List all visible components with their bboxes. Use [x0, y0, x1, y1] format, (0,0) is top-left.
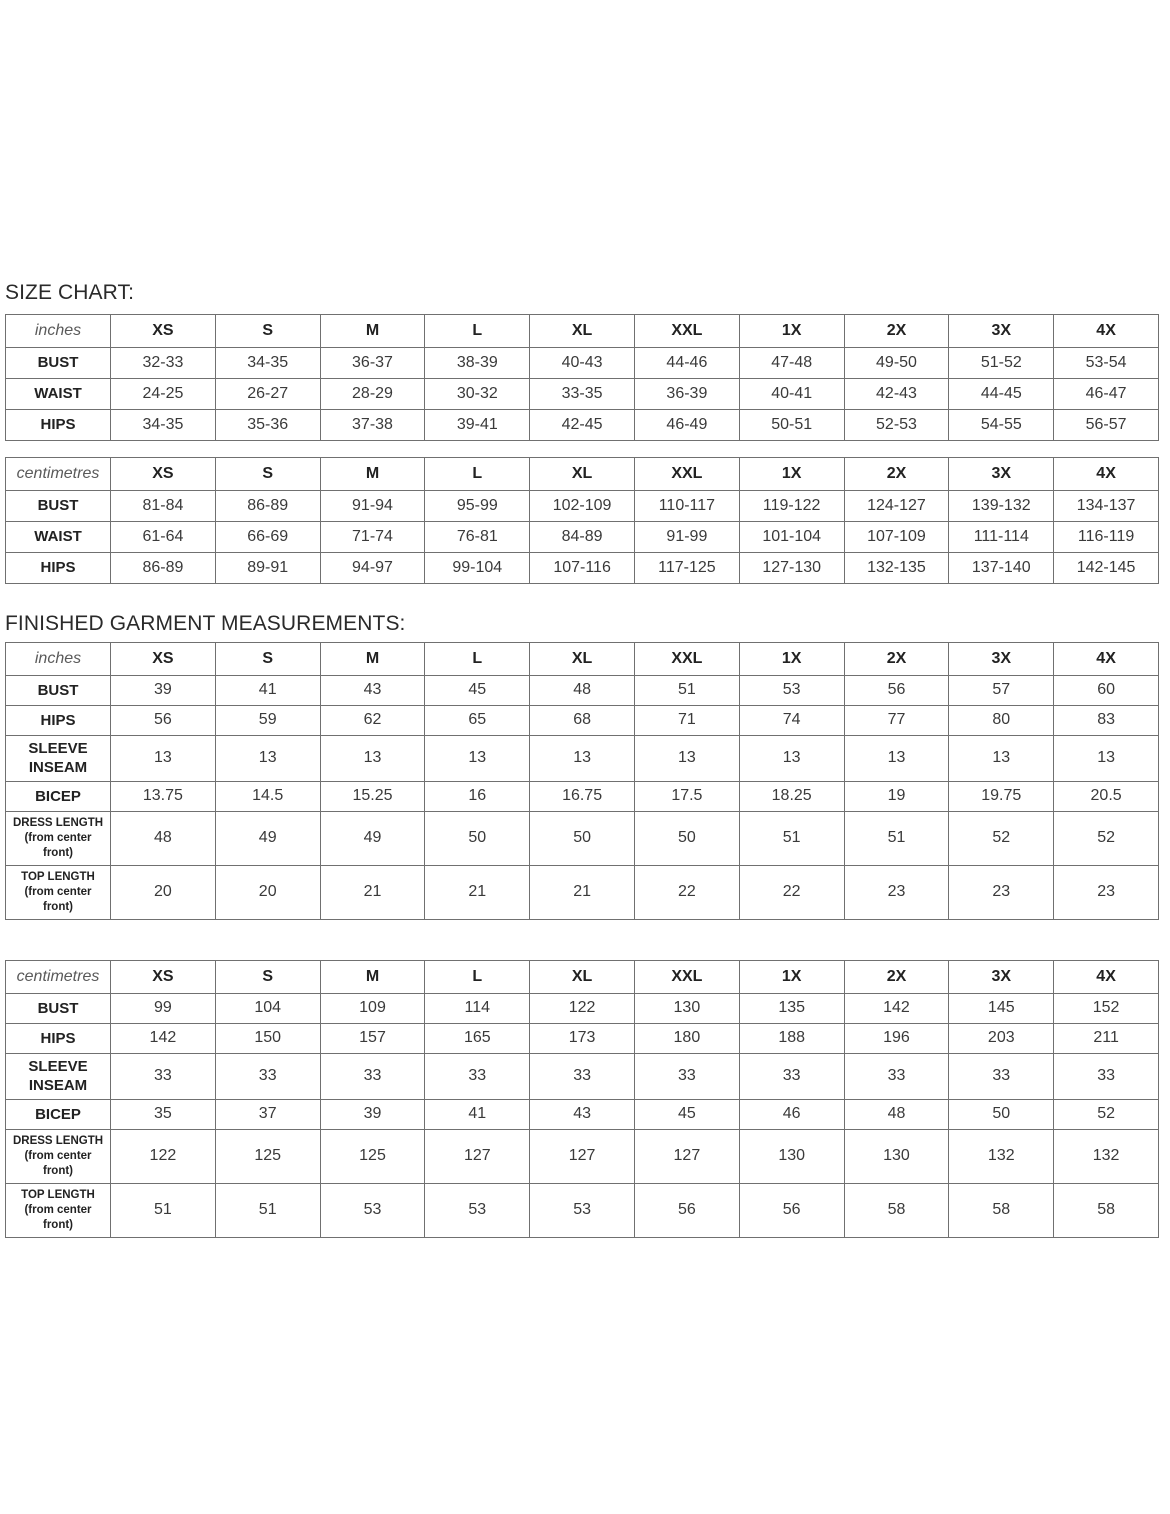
measurement-cell: 13: [844, 736, 949, 782]
size-header-s: S: [215, 315, 320, 348]
measurement-cell: 99-104: [425, 553, 530, 584]
measurement-cell: 51: [634, 676, 739, 706]
measurement-cell: 119-122: [739, 491, 844, 522]
size-header-xl: XL: [530, 643, 635, 676]
table-row: [6, 1024, 1159, 1054]
header-row: [6, 961, 1159, 994]
measurement-cell: 56-57: [1054, 410, 1159, 441]
measurement-cell: 127: [530, 1130, 635, 1184]
measurement-cell: 130: [844, 1130, 949, 1184]
measurement-cell: 39-41: [425, 410, 530, 441]
row-label: DRESS LENGTH (from center front): [6, 812, 111, 866]
size-header-s: S: [215, 643, 320, 676]
measurement-cell: 68: [530, 706, 635, 736]
measurement-cell: 42-43: [844, 379, 949, 410]
size-header-xxl: XXL: [634, 643, 739, 676]
size-header-2x: 2X: [844, 458, 949, 491]
measurement-cell: 53-54: [1054, 348, 1159, 379]
table-row: [6, 782, 1159, 812]
measurement-cell: 56: [634, 1184, 739, 1238]
measurement-cell: 40-43: [530, 348, 635, 379]
table-row: [6, 522, 1159, 553]
measurement-cell: 53: [320, 1184, 425, 1238]
measurement-cell: 59: [215, 706, 320, 736]
size-header-xxl: XXL: [634, 315, 739, 348]
size-header-1x: 1X: [739, 458, 844, 491]
table-row: [6, 1100, 1159, 1130]
table-row: [6, 379, 1159, 410]
measurement-cell: 36-37: [320, 348, 425, 379]
measurement-cell: 41: [425, 1100, 530, 1130]
measurement-cell: 23: [1054, 866, 1159, 920]
measurement-cell: 127: [425, 1130, 530, 1184]
measurement-cell: 89-91: [215, 553, 320, 584]
measurement-cell: 125: [320, 1130, 425, 1184]
measurement-cell: 49: [320, 812, 425, 866]
measurement-cell: 84-89: [530, 522, 635, 553]
measurement-cell: 132: [949, 1130, 1054, 1184]
measurement-cell: 22: [634, 866, 739, 920]
measurement-cell: 33: [530, 1054, 635, 1100]
measurement-cell: 54-55: [949, 410, 1054, 441]
measurement-cell: 20: [215, 866, 320, 920]
size-header-xs: XS: [111, 315, 216, 348]
measurement-cell: 52: [1054, 1100, 1159, 1130]
measurement-cell: 44-46: [634, 348, 739, 379]
size-header-l: L: [425, 458, 530, 491]
measurement-cell: 71: [634, 706, 739, 736]
measurement-cell: 52: [1054, 812, 1159, 866]
size-header-s: S: [215, 458, 320, 491]
row-label: BUST: [6, 676, 111, 706]
unit-label: inches: [6, 315, 111, 348]
measurement-cell: 122: [111, 1130, 216, 1184]
measurement-cell: 41: [215, 676, 320, 706]
measurement-cell: 52: [949, 812, 1054, 866]
measurement-cell: 61-64: [111, 522, 216, 553]
unit-label: centimetres: [6, 961, 111, 994]
size-header-4x: 4X: [1054, 961, 1159, 994]
header-row: [6, 458, 1159, 491]
measurement-cell: 60: [1054, 676, 1159, 706]
measurement-cell: 196: [844, 1024, 949, 1054]
size-header-3x: 3X: [949, 643, 1054, 676]
measurement-cell: 35: [111, 1100, 216, 1130]
measurement-cell: 56: [739, 1184, 844, 1238]
measurement-cell: 135: [739, 994, 844, 1024]
measurement-cell: 104: [215, 994, 320, 1024]
measurement-cell: 81-84: [111, 491, 216, 522]
table-row: [6, 1184, 1159, 1238]
measurement-cell: 130: [739, 1130, 844, 1184]
size-header-4x: 4X: [1054, 458, 1159, 491]
measurement-cell: 203: [949, 1024, 1054, 1054]
header-row: [6, 643, 1159, 676]
measurement-cell: 39: [320, 1100, 425, 1130]
measurement-cell: 13: [634, 736, 739, 782]
measurement-cell: 142: [111, 1024, 216, 1054]
measurement-cell: 95-99: [425, 491, 530, 522]
measurement-cell: 21: [425, 866, 530, 920]
measurement-cell: 122: [530, 994, 635, 1024]
measurement-cell: 17.5: [634, 782, 739, 812]
size-header-4x: 4X: [1054, 643, 1159, 676]
measurement-cell: 94-97: [320, 553, 425, 584]
measurement-cell: 74: [739, 706, 844, 736]
size-header-3x: 3X: [949, 458, 1054, 491]
measurement-cell: 19.75: [949, 782, 1054, 812]
size-header-2x: 2X: [844, 961, 949, 994]
table-row: [6, 706, 1159, 736]
measurement-cell: 33: [844, 1054, 949, 1100]
measurement-cell: 37: [215, 1100, 320, 1130]
size-header-xs: XS: [111, 643, 216, 676]
header-row: [6, 315, 1159, 348]
size-header-xl: XL: [530, 458, 635, 491]
measurement-cell: 91-94: [320, 491, 425, 522]
measurement-cell: 21: [530, 866, 635, 920]
measurement-cell: 77: [844, 706, 949, 736]
measurement-cell: 53: [530, 1184, 635, 1238]
row-label: TOP LENGTH (from center front): [6, 866, 111, 920]
measurement-cell: 116-119: [1054, 522, 1159, 553]
measurement-cell: 35-36: [215, 410, 320, 441]
measurement-cell: 101-104: [739, 522, 844, 553]
row-label: HIPS: [6, 553, 111, 584]
size-header-m: M: [320, 458, 425, 491]
measurement-cell: 48: [844, 1100, 949, 1130]
measurement-cell: 127: [634, 1130, 739, 1184]
measurement-cell: 22: [739, 866, 844, 920]
size-chart-inches-table: [5, 314, 1159, 441]
measurement-cell: 37-38: [320, 410, 425, 441]
measurement-cell: 13: [320, 736, 425, 782]
measurement-cell: 20.5: [1054, 782, 1159, 812]
size-header-xl: XL: [530, 315, 635, 348]
measurement-cell: 43: [530, 1100, 635, 1130]
measurement-cell: 13: [739, 736, 844, 782]
measurement-cell: 23: [949, 866, 1054, 920]
measurement-cell: 142: [844, 994, 949, 1024]
row-label: BUST: [6, 491, 111, 522]
measurement-cell: 51: [739, 812, 844, 866]
measurement-cell: 51: [215, 1184, 320, 1238]
measurement-cell: 40-41: [739, 379, 844, 410]
measurement-cell: 48: [530, 676, 635, 706]
measurement-cell: 62: [320, 706, 425, 736]
row-label: HIPS: [6, 1024, 111, 1054]
row-label: BUST: [6, 348, 111, 379]
measurement-cell: 142-145: [1054, 553, 1159, 584]
measurement-cell: 165: [425, 1024, 530, 1054]
table-row: [6, 866, 1159, 920]
measurement-cell: 110-117: [634, 491, 739, 522]
measurement-cell: 43: [320, 676, 425, 706]
measurement-cell: 32-33: [111, 348, 216, 379]
size-header-xl: XL: [530, 961, 635, 994]
table-row: [6, 676, 1159, 706]
measurement-cell: 48: [111, 812, 216, 866]
measurement-cell: 107-109: [844, 522, 949, 553]
size-header-4x: 4X: [1054, 315, 1159, 348]
measurement-cell: 56: [111, 706, 216, 736]
measurement-cell: 13: [111, 736, 216, 782]
measurement-cell: 39: [111, 676, 216, 706]
table-row: [6, 1054, 1159, 1100]
measurement-cell: 24-25: [111, 379, 216, 410]
size-header-l: L: [425, 961, 530, 994]
size-header-1x: 1X: [739, 643, 844, 676]
table-row: [6, 410, 1159, 441]
measurement-cell: 44-45: [949, 379, 1054, 410]
row-label: BICEP: [6, 1100, 111, 1130]
measurement-cell: 47-48: [739, 348, 844, 379]
measurement-cell: 114: [425, 994, 530, 1024]
measurement-cell: 80: [949, 706, 1054, 736]
measurement-cell: 180: [634, 1024, 739, 1054]
row-label: SLEEVE INSEAM: [6, 736, 111, 782]
measurement-cell: 132: [1054, 1130, 1159, 1184]
measurement-cell: 23: [844, 866, 949, 920]
measurement-cell: 66-69: [215, 522, 320, 553]
measurement-cell: 91-99: [634, 522, 739, 553]
measurement-cell: 134-137: [1054, 491, 1159, 522]
measurement-cell: 111-114: [949, 522, 1054, 553]
measurement-cell: 46-47: [1054, 379, 1159, 410]
size-chart-title: SIZE CHART:: [5, 281, 135, 304]
row-label: WAIST: [6, 379, 111, 410]
measurement-cell: 51: [111, 1184, 216, 1238]
size-header-2x: 2X: [844, 643, 949, 676]
measurement-cell: 58: [844, 1184, 949, 1238]
row-label: BUST: [6, 994, 111, 1024]
measurement-cell: 13: [949, 736, 1054, 782]
row-label: HIPS: [6, 410, 111, 441]
measurement-cell: 51: [844, 812, 949, 866]
measurement-cell: 50: [949, 1100, 1054, 1130]
table-row: [6, 736, 1159, 782]
measurement-cell: 71-74: [320, 522, 425, 553]
measurement-cell: 50: [425, 812, 530, 866]
size-header-l: L: [425, 315, 530, 348]
size-header-xs: XS: [111, 961, 216, 994]
size-header-m: M: [320, 315, 425, 348]
measurement-cell: 45: [425, 676, 530, 706]
measurement-cell: 53: [425, 1184, 530, 1238]
measurement-cell: 53: [739, 676, 844, 706]
row-label: SLEEVE INSEAM: [6, 1054, 111, 1100]
size-header-xxl: XXL: [634, 458, 739, 491]
measurement-cell: 139-132: [949, 491, 1054, 522]
measurement-cell: 46-49: [634, 410, 739, 441]
measurement-cell: 33: [1054, 1054, 1159, 1100]
measurement-cell: 33: [320, 1054, 425, 1100]
measurement-cell: 38-39: [425, 348, 530, 379]
measurement-cell: 83: [1054, 706, 1159, 736]
size-chart-centimetres-table: [5, 457, 1159, 584]
measurement-cell: 99: [111, 994, 216, 1024]
measurement-cell: 28-29: [320, 379, 425, 410]
measurement-cell: 42-45: [530, 410, 635, 441]
size-header-1x: 1X: [739, 315, 844, 348]
measurement-cell: 33: [425, 1054, 530, 1100]
row-label: BICEP: [6, 782, 111, 812]
table-row: [6, 812, 1159, 866]
finished-centimetres-table: [5, 960, 1159, 1238]
measurement-cell: 20: [111, 866, 216, 920]
measurement-cell: 16.75: [530, 782, 635, 812]
measurement-cell: 145: [949, 994, 1054, 1024]
row-label: TOP LENGTH (from center front): [6, 1184, 111, 1238]
size-header-3x: 3X: [949, 315, 1054, 348]
measurement-cell: 45: [634, 1100, 739, 1130]
measurement-cell: 132-135: [844, 553, 949, 584]
measurement-cell: 102-109: [530, 491, 635, 522]
measurement-cell: 173: [530, 1024, 635, 1054]
measurement-cell: 46: [739, 1100, 844, 1130]
measurement-cell: 152: [1054, 994, 1159, 1024]
measurement-cell: 14.5: [215, 782, 320, 812]
measurement-cell: 49: [215, 812, 320, 866]
measurement-cell: 157: [320, 1024, 425, 1054]
table-row: [6, 1130, 1159, 1184]
size-header-m: M: [320, 643, 425, 676]
measurement-cell: 13: [1054, 736, 1159, 782]
size-header-l: L: [425, 643, 530, 676]
unit-label: inches: [6, 643, 111, 676]
measurement-cell: 117-125: [634, 553, 739, 584]
measurement-cell: 50: [634, 812, 739, 866]
measurement-cell: 188: [739, 1024, 844, 1054]
measurement-cell: 50: [530, 812, 635, 866]
size-header-s: S: [215, 961, 320, 994]
measurement-cell: 33: [215, 1054, 320, 1100]
measurement-cell: 26-27: [215, 379, 320, 410]
measurement-cell: 125: [215, 1130, 320, 1184]
measurement-cell: 16: [425, 782, 530, 812]
measurement-cell: 137-140: [949, 553, 1054, 584]
measurement-cell: 33: [634, 1054, 739, 1100]
size-header-xxl: XXL: [634, 961, 739, 994]
measurement-cell: 58: [949, 1184, 1054, 1238]
measurement-cell: 211: [1054, 1024, 1159, 1054]
measurement-cell: 150: [215, 1024, 320, 1054]
measurement-cell: 33: [949, 1054, 1054, 1100]
measurement-cell: 21: [320, 866, 425, 920]
size-header-xs: XS: [111, 458, 216, 491]
measurement-cell: 58: [1054, 1184, 1159, 1238]
measurement-cell: 13.75: [111, 782, 216, 812]
measurement-cell: 49-50: [844, 348, 949, 379]
measurement-cell: 56: [844, 676, 949, 706]
measurement-cell: 36-39: [634, 379, 739, 410]
table-row: [6, 994, 1159, 1024]
measurement-cell: 50-51: [739, 410, 844, 441]
measurement-cell: 127-130: [739, 553, 844, 584]
size-header-1x: 1X: [739, 961, 844, 994]
measurement-cell: 13: [425, 736, 530, 782]
table-row: [6, 348, 1159, 379]
measurement-cell: 57: [949, 676, 1054, 706]
measurement-cell: 124-127: [844, 491, 949, 522]
measurement-cell: 15.25: [320, 782, 425, 812]
measurement-cell: 33: [111, 1054, 216, 1100]
measurement-cell: 13: [215, 736, 320, 782]
table-row: [6, 553, 1159, 584]
measurement-cell: 130: [634, 994, 739, 1024]
finished-garment-title: FINISHED GARMENT MEASUREMENTS:: [5, 612, 406, 635]
measurement-cell: 33: [739, 1054, 844, 1100]
measurement-cell: 19: [844, 782, 949, 812]
row-label: HIPS: [6, 706, 111, 736]
measurement-cell: 30-32: [425, 379, 530, 410]
finished-inches-table: [5, 642, 1159, 920]
measurement-cell: 51-52: [949, 348, 1054, 379]
measurement-cell: 34-35: [111, 410, 216, 441]
measurement-cell: 33-35: [530, 379, 635, 410]
measurement-cell: 86-89: [215, 491, 320, 522]
measurement-cell: 52-53: [844, 410, 949, 441]
size-header-2x: 2X: [844, 315, 949, 348]
table-row: [6, 491, 1159, 522]
measurement-cell: 76-81: [425, 522, 530, 553]
unit-label: centimetres: [6, 458, 111, 491]
row-label: WAIST: [6, 522, 111, 553]
measurement-cell: 65: [425, 706, 530, 736]
measurement-cell: 107-116: [530, 553, 635, 584]
size-header-3x: 3X: [949, 961, 1054, 994]
size-header-m: M: [320, 961, 425, 994]
measurement-cell: 18.25: [739, 782, 844, 812]
measurement-cell: 109: [320, 994, 425, 1024]
row-label: DRESS LENGTH (from center front): [6, 1130, 111, 1184]
measurement-cell: 86-89: [111, 553, 216, 584]
measurement-cell: 13: [530, 736, 635, 782]
measurement-cell: 34-35: [215, 348, 320, 379]
